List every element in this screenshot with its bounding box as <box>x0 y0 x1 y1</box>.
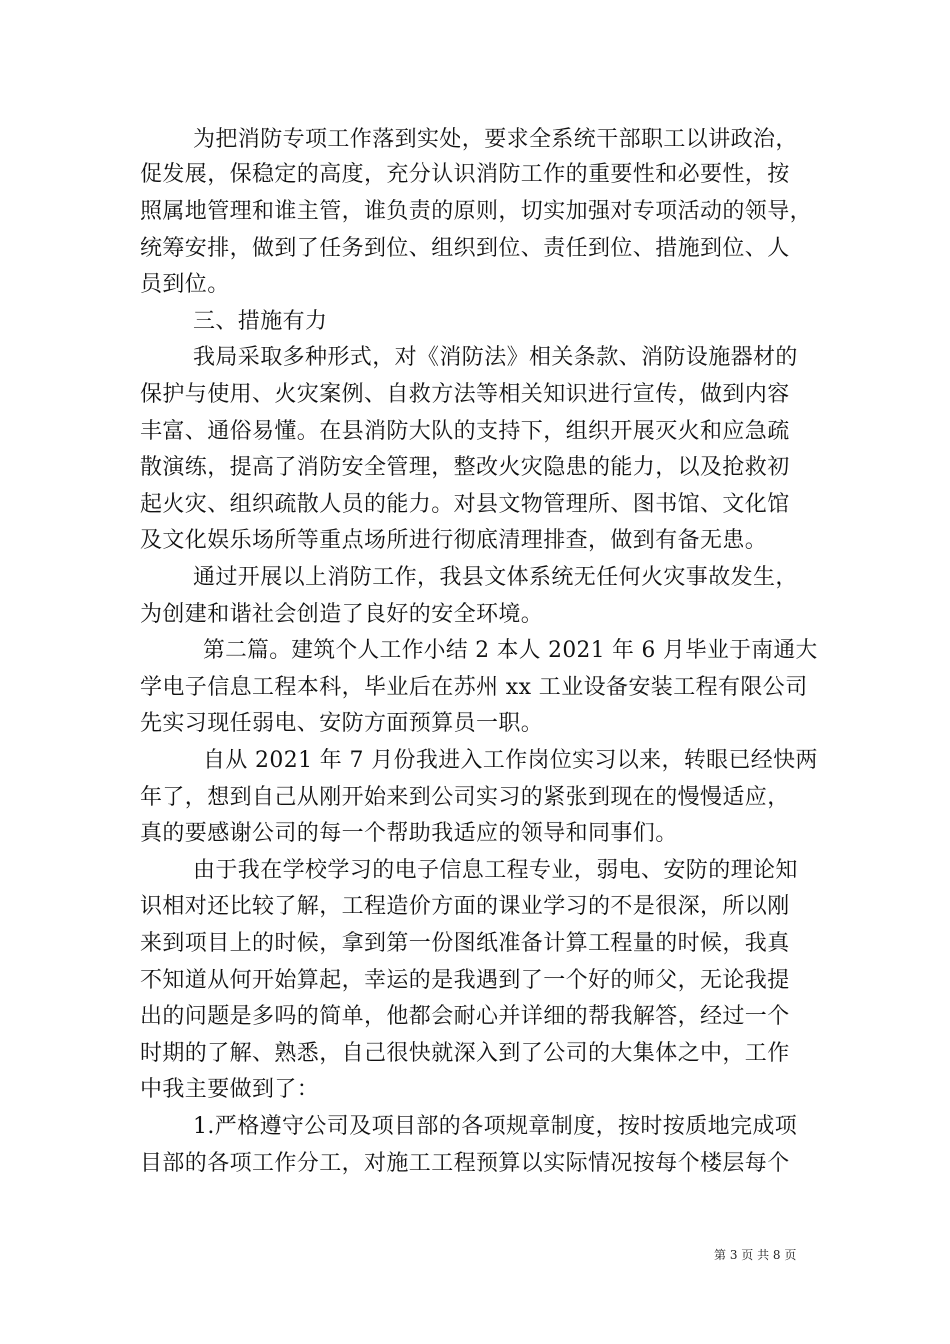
text-line: 时期的了解、熟悉，自己很快就深入到了公司的大集体之中，工作 <box>140 1041 790 1066</box>
text-line: 先实习现任弱电、安防方面预算员一职。 <box>140 711 544 736</box>
text-line: 中我主要做到了： <box>140 1077 320 1102</box>
text-line: 为把消防专项工作落到实处，要求全系统干部职工以讲政治， <box>193 127 798 152</box>
text-line: 来到项目上的时候，拿到第一份图纸准备计算工程量的时候，我真 <box>140 931 790 956</box>
text-line: 员到位。 <box>140 272 230 297</box>
text-line: 丰富、通俗易懂。在县消防大队的支持下，组织开展灭火和应急疏 <box>140 419 790 444</box>
text-line: 统筹安排，做到了任务到位、组织到位、责任到位、措施到位、人 <box>140 236 790 261</box>
text-line: 真的要感谢公司的每一个帮助我适应的领导和同事们。 <box>140 821 678 846</box>
text-line: 自从 2021 年 7 月份我进入工作岗位实习以来，转眼已经快两 <box>203 748 818 773</box>
text-line: 起火灾、组织疏散人员的能力。对县文物管理所、图书馆、文化馆 <box>140 492 790 517</box>
text-line: 通过开展以上消防工作，我县文体系统无任何火灾事故发生， <box>193 565 798 590</box>
text-line: 散演练，提高了消防安全管理，整改火灾隐患的能力，以及抢救初 <box>140 455 790 480</box>
text-line: 学电子信息工程本科，毕业后在苏州 xx 工业设备安装工程有限公司 <box>140 675 808 700</box>
text-line: 保护与使用、火灾案例、自救方法等相关知识进行宣传，做到内容 <box>140 382 790 407</box>
text-line: 为创建和谐社会创造了良好的安全环境。 <box>140 602 544 627</box>
text-line: 目部的各项工作分工，对施工工程预算以实际情况按每个楼层每个 <box>140 1151 790 1176</box>
text-line: 出的问题是多吗的简单，他都会耐心并详细的帮我解答，经过一个 <box>140 1004 790 1029</box>
text-line: 我局采取多种形式，对《消防法》相关条款、消防设施器材的 <box>193 345 798 370</box>
text-line: 及文化娱乐场所等重点场所进行彻底清理排查，做到有备无患。 <box>140 528 768 553</box>
text-line: 年了，想到自己从刚开始来到公司实习的紧张到现在的慢慢适应， <box>140 785 790 810</box>
text-line: 照属地管理和谁主管，谁负责的原则，切实加强对专项活动的领导， <box>140 199 813 224</box>
page-number-footer: 第 3 页 共 8 页 <box>714 1248 797 1262</box>
text-line: 由于我在学校学习的电子信息工程专业，弱电、安防的理论知 <box>193 858 798 883</box>
section-heading: 三、措施有力 <box>193 309 328 334</box>
text-line: 促发展，保稳定的高度，充分认识消防工作的重要性和必要性，按 <box>140 162 790 187</box>
text-line: 不知道从何开始算起，幸运的是我遇到了一个好的师父，无论我提 <box>140 968 790 993</box>
text-line: 识相对还比较了解，工程造价方面的课业学习的不是很深，所以刚 <box>140 894 790 919</box>
list-item-text: 1.严格遵守公司及项目部的各项规章制度，按时按质地完成项 <box>193 1114 798 1139</box>
text-line: 第二篇。建筑个人工作小结 2 本人 2021 年 6 月毕业于南通大 <box>203 638 818 663</box>
